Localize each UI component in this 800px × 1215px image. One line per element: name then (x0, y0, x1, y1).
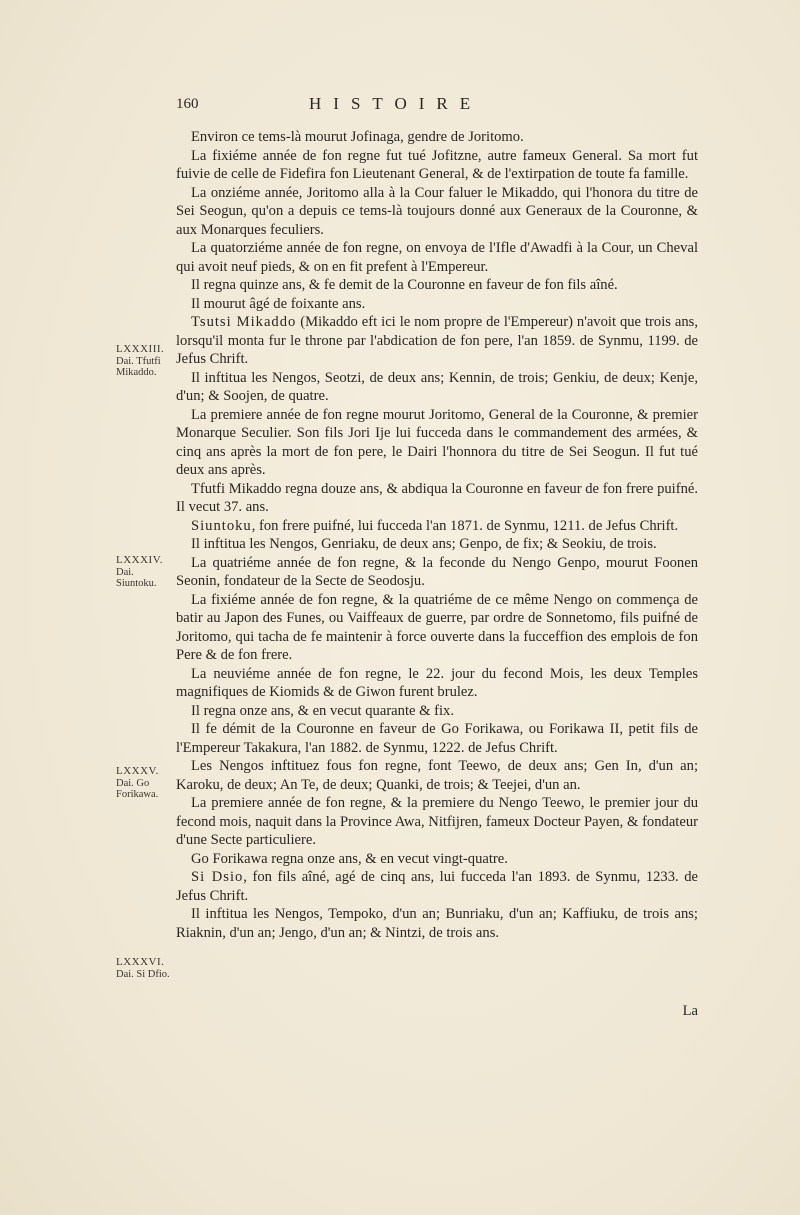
paragraph: Il inftitua les Nengos, Seotzi, de deux ans; Kennin, de trois; Genkiu, de deux; Kenje, d'un; & Soojen, de quatre. (176, 369, 698, 404)
margin-note-reign-84 (116, 554, 174, 589)
emperor-name: Si Dsio (191, 869, 244, 885)
page-number: 160 (176, 96, 199, 112)
reign-heading (176, 517, 698, 536)
paragraph: Go Forikawa regna onze ans, & en vecut vingt-quatre. (191, 850, 508, 867)
running-title: HISTOIRE (309, 94, 483, 113)
paragraph: La fixiéme année de fon regne fut tué Jofitzne, autre fameux General. Sa mort fut fuivie de celle de Fidefira fon Lieutenant General, & de l'extirpation de toute fa famille. (176, 147, 698, 182)
margin-reign-name: Dai. Siuntoku. (116, 567, 157, 589)
margin-note-reign-83 (116, 343, 174, 378)
paragraph: Il inftitua les Nengos, Genriaku, de deux ans; Genpo, de fix; & Seokiu, de trois. (191, 536, 657, 552)
margin-reign-number: LXXXIV. (116, 554, 163, 566)
margin-reign-name: Dai. Tfutfi Mikaddo. (116, 356, 161, 378)
margin-reign-number: LXXXIII. (116, 343, 165, 355)
paragraph: La neuviéme année de fon regne, le 22. jour du fecond Mois, les deux Temples magnifiques de Kiomids & de Giwon furent brulez. (176, 665, 698, 700)
margin-reign-name: Dai. Si Dfio. (116, 969, 170, 980)
paragraph: Environ ce tems-là mourut Jofinaga, gendre de Joritomo. (191, 129, 524, 145)
paragraph: Il regna onze ans, & en vecut quarante & fix. (191, 702, 454, 719)
margin-note-reign-86 (116, 956, 174, 980)
reign-heading-text: Il fe démit de la Couronne en faveur de Go Forikawa, ou Forikawa II, petit fils de l'Empereur Takakura, l'an 1882. de Synmu, 1222. de Jefus Chrift. (176, 721, 698, 756)
emperor-name: Tsutsi Mikaddo (191, 314, 297, 330)
paragraph: La premiere année de fon regne mourut Joritomo, General de la Couronne, & premier Monarque Seculier. Son fils Jori Ije lui fucceda dans le commandement des armées, & cinq ans après la mort de fon pere, le Dairi l'honnora du titre de Sei Seogun. Il fut tué deux ans après. (176, 406, 698, 478)
margin-reign-number: LXXXV. (116, 765, 159, 777)
reign-heading (176, 313, 698, 369)
paragraph: La quatriéme année de fon regne, & la feconde du Nengo Genpo, mourut Foonen Seonin, fondateur de la Secte de Seodosju. (176, 554, 698, 589)
paragraph: La fixiéme année de fon regne, & la quatriéme de ce même Nengo on commença de batir au Japon des Funes, ou Vaiffeaux de guerre, par ordre de Sonnetomo, fils puifné de Joritomo, qui tacha de fe maintenir à force ouverte dans la fucceffion des emplois de fon Pere & de fon frere. (176, 591, 698, 663)
paragraph: Il regna quinze ans, & fe demit de la Couronne en faveur de fon fils aîné. (191, 277, 618, 293)
reign-heading (176, 720, 698, 757)
paragraph: Il mourut âgé de foixante ans. (191, 295, 366, 312)
paragraph: La onziéme année, Joritomo alla à la Cour faluer le Mikaddo, qui l'honora du titre de Sei Seogun, qu'on a depuis ce tems-là toujours donné aux Generaux de la Couronne, & aux Monarques feculiers. (176, 184, 698, 238)
paragraph: La quatorziéme année de fon regne, on envoya de l'Ifle d'Awadfi à la Cour, un Cheval qui avoit neuf pieds, & on en fit prefent à l'Empereur. (176, 240, 698, 275)
margin-reign-name: Dai. Go Forikawa. (116, 778, 159, 800)
paragraph: Il inftitua les Nengos, Tempoko, d'un an; Bunriaku, d'un an; Kaffiuku, de trois ans; Riaknin, d'un an; Jengo, d'un an; & Nintzi, de trois ans. (176, 906, 698, 941)
margin-reign-number: LXXXVI. (116, 956, 165, 968)
emperor-name: Siuntoku (191, 517, 252, 534)
catchword: La (682, 1003, 698, 1019)
reign-heading-text: , fon fils aîné, agé de cinq ans, lui fucceda l'an 1893. de Synmu, 1233. de Jefus Chrift. (176, 869, 699, 904)
reign-heading (176, 868, 698, 905)
paragraph: Tfutfi Mikaddo regna douze ans, & abdiqua la Couronne en faveur de fon frere puifné. Il vecut 37. ans. (176, 480, 698, 515)
reign-heading-text: , fon frere puifné, lui fucceda l'an 1871. de Synmu, 1211. de Jefus Chrift. (251, 517, 679, 534)
paragraph: La premiere année de fon regne, & la premiere du Nengo Teewo, le premier jour du fecond mois, naquit dans la Province Awa, Nitfijren, fameux Docteur Payen, & fondateur d'une Secte particuliere. (176, 795, 698, 848)
paragraph: Les Nengos inftituez fous fon regne, font Teewo, de deux ans; Gen In, d'un an; Karoku, de deux; An Te, de deux; Quanki, de trois; & Teejei, d'un an. (176, 758, 698, 793)
body-text (176, 128, 698, 942)
reign-heading-text: (Mikaddo eft ici le nom propre de l'Empereur) n'avoit que trois ans, lorsqu'il monta fur le throne par l'abdication de fon pere, l'an 1859. de Synmu, 1199. de Jefus Chrift. (176, 314, 698, 367)
page-header (176, 96, 696, 120)
margin-note-reign-85 (116, 765, 174, 800)
